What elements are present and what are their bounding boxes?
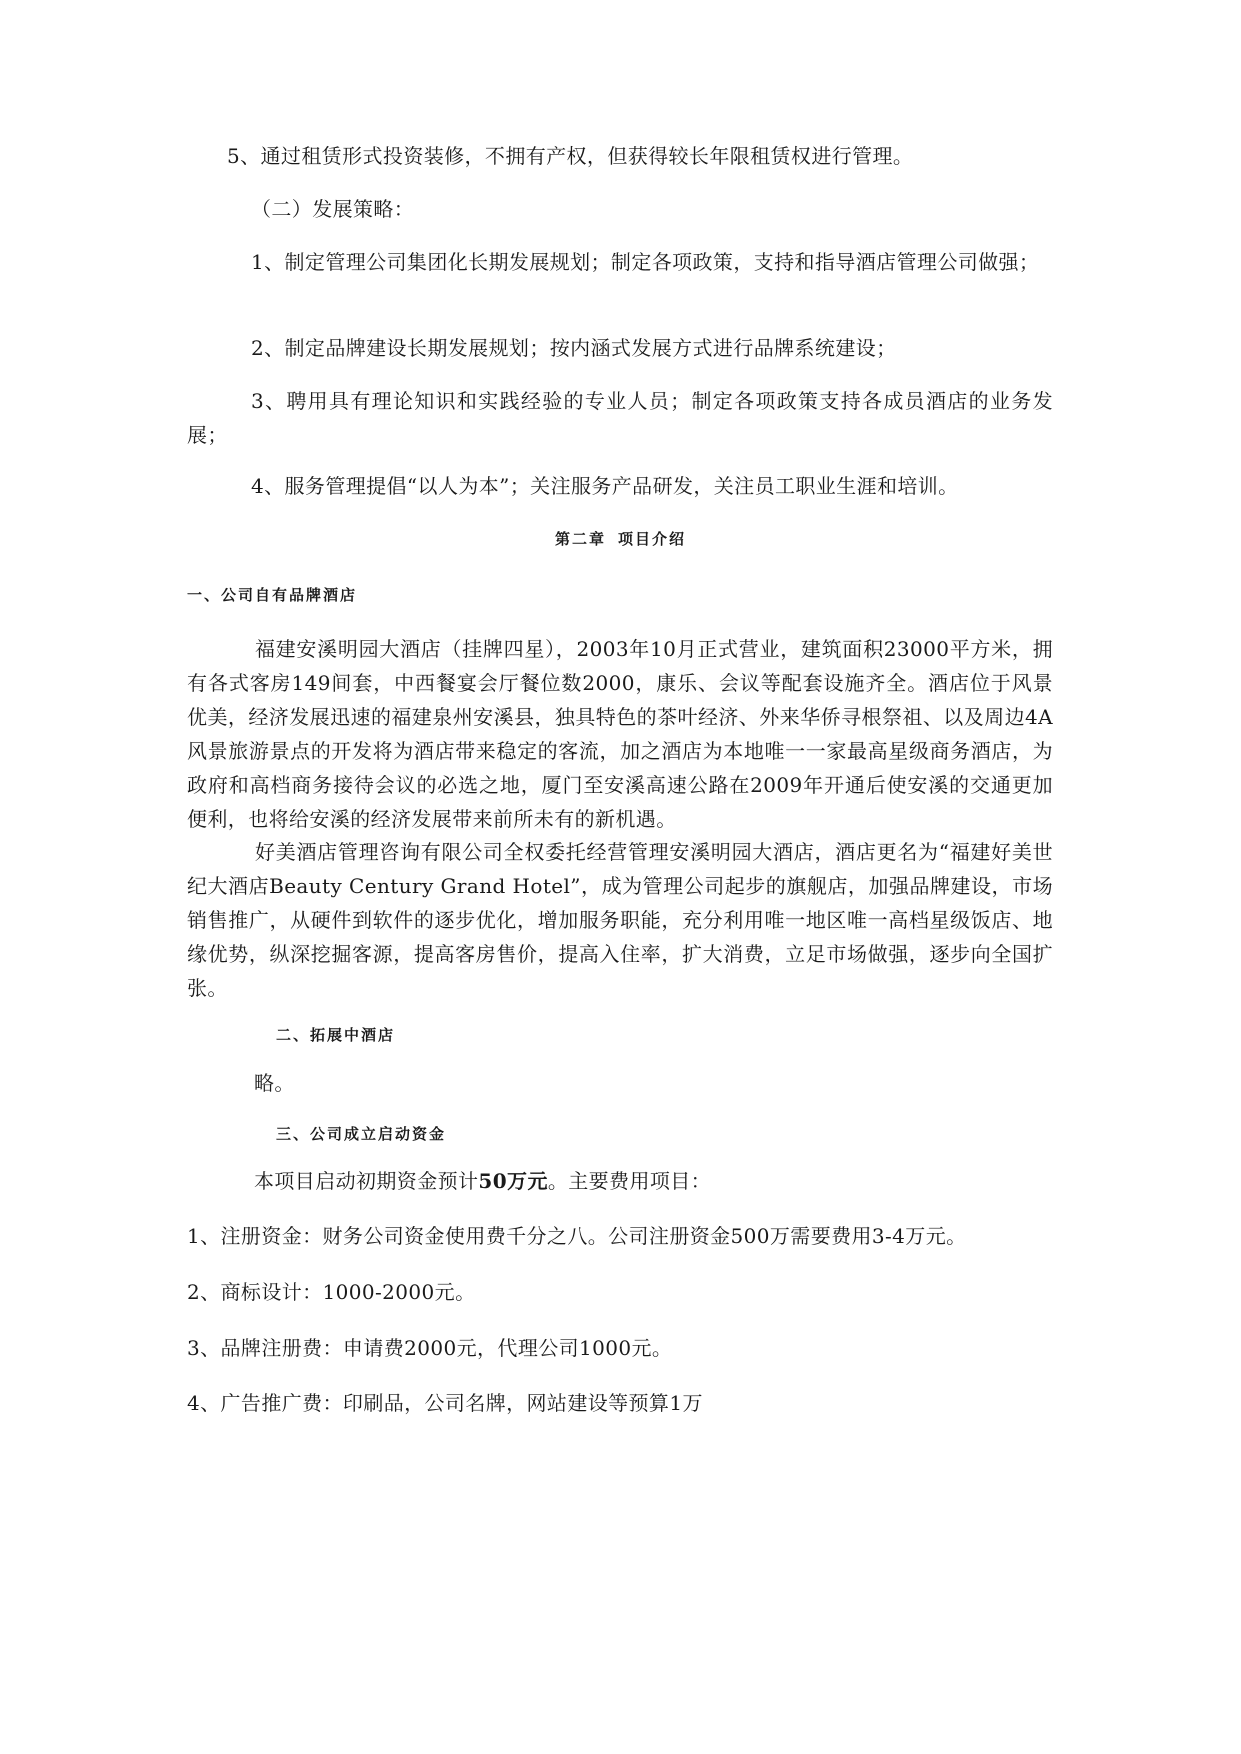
strategy-item-1: 1、制定管理公司集团化长期发展规划；制定各项政策，支持和指导酒店管理公司做强； xyxy=(251,250,1040,274)
chapter-name: 项目介绍 xyxy=(618,530,687,548)
section-3-intro xyxy=(254,1164,1054,1198)
cost-item-3: 3、品牌注册费：申请费2000元，代理公司1000元。 xyxy=(187,1336,673,1360)
paragraph-item-5: 5、通过租赁形式投资装修，不拥有产权，但获得较长年限租赁权进行管理。 xyxy=(227,144,914,168)
strategy-item-2: 2、制定品牌建设长期发展规划；按内涵式发展方式进行品牌系统建设； xyxy=(251,336,897,360)
section-1-paragraph-1: 福建安溪明园大酒店（挂牌四星），2003年10月正式营业，建筑面积23000平方米，拥有各式客房149间套，中西餐宴会厅餐位数2000，康乐、会议等配套设施齐全。酒店位于风景优美，经济发展迅速的福建泉州安溪县，独具特色的茶叶经济、外来华侨寻根祭祖、以及周边4A风景旅游景点的开发将为酒店带来稳定的客流，加之酒店为本地唯一一家最高星级商务酒店，为政府和高档商务接待会议的必选之地，厦门至安溪高速公路在2009年开通后使安溪的交通更加便利，也将给安溪的经济发展带来前所未有的新机遇。 xyxy=(187,637,1053,831)
intro-text-before: 本项目启动初期资金预计 xyxy=(254,1169,479,1193)
strategy-heading: （二）发展策略： xyxy=(251,197,415,221)
strategy-item-3: 3、聘用具有理论知识和实践经验的专业人员；制定各项政策支持各成员酒店的业务发展； xyxy=(187,389,1053,447)
section-2-text: 略。 xyxy=(254,1071,295,1095)
cost-item-4: 4、广告推广费：印刷品，公司名牌，网站建设等预算1万 xyxy=(187,1391,703,1415)
section-1-paragraph-2: 好美酒店管理咨询有限公司全权委托经营管理安溪明园大酒店，酒店更名为“福建好美世纪大酒店Beauty Century Grand Hotel”，成为管理公司起步的旗舰店，加强品牌建设，市场销售推广，从硬件到软件的逐步优化，增加服务职能，充分利用唯一地区唯一高档星级饭店、地缘优势，纵深挖掘客源，提高客房售价，提高入住率，扩大消费，立足市场做强，逐步向全国扩张。 xyxy=(187,840,1053,1000)
chapter-title xyxy=(0,528,1241,550)
cost-item-2: 2、商标设计：1000-2000元。 xyxy=(187,1280,476,1304)
intro-text-after: 。主要费用项目： xyxy=(547,1169,712,1193)
intro-amount: 50万元 xyxy=(478,1169,548,1193)
strategy-item-4: 4、服务管理提倡“以人为本”；关注服务产品研发，关注员工职业生涯和培训。 xyxy=(251,474,959,498)
section-3-heading: 三、公司成立启动资金 xyxy=(276,1125,447,1143)
chapter-number: 第二章 xyxy=(554,530,606,548)
cost-item-1: 1、注册资金：财务公司资金使用费千分之八。公司注册资金500万需要费用3-4万元。 xyxy=(187,1224,967,1248)
section-2-heading: 二、拓展中酒店 xyxy=(276,1026,396,1044)
section-1-heading: 一、公司自有品牌酒店 xyxy=(187,586,358,604)
